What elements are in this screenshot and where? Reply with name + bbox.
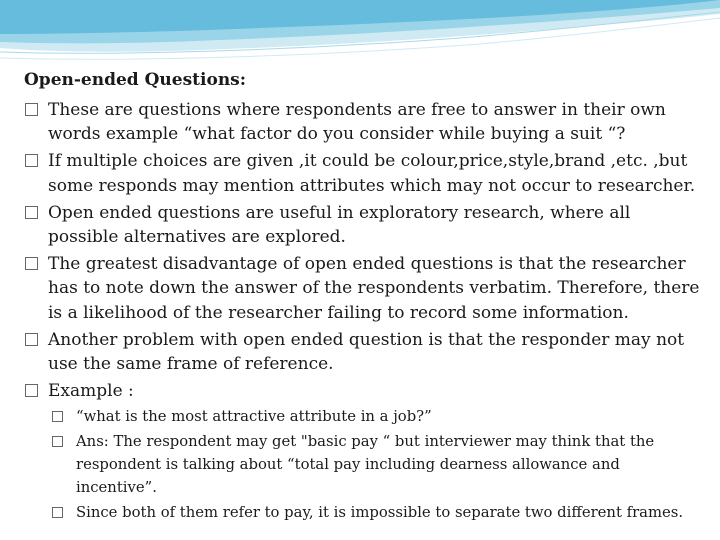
bullet-item xyxy=(24,328,704,376)
sub-bullet-text: Ans: The respondent may get "basic pay “ but interviewer may think that the respondent is talking about “total pay including dearness allowance and incentive”. xyxy=(76,433,655,496)
slide-content xyxy=(24,68,704,526)
bullet-text: If multiple choices are given ,it could be colour,price,style,brand ,etc. ,but some responds may mention attributes which may not occur to researcher. xyxy=(48,151,696,196)
sub-bullet-item xyxy=(24,502,704,525)
checkbox-bullet-icon xyxy=(25,103,38,116)
checkbox-bullet-icon xyxy=(25,257,38,270)
checkbox-bullet-icon xyxy=(25,206,38,219)
sub-bullet-item xyxy=(24,431,704,499)
bullet-text: Another problem with open ended question is that the responder may not use the same frame of reference. xyxy=(48,329,685,375)
checkbox-bullet-icon xyxy=(52,436,63,447)
bullet-item xyxy=(24,252,704,325)
checkbox-bullet-icon xyxy=(52,411,63,422)
sub-bullet-item xyxy=(24,406,704,429)
sub-bullet-text: “what is the most attractive attribute in a job?” xyxy=(76,408,432,426)
checkbox-bullet-icon xyxy=(25,333,38,346)
checkbox-bullet-icon xyxy=(52,507,63,518)
slide-title: Open-ended Questions: xyxy=(24,70,247,90)
bullet-item xyxy=(24,201,704,249)
checkbox-bullet-icon xyxy=(25,154,38,167)
bullet-text: Open ended questions are useful in exploratory research, where all possible alternatives are explored. xyxy=(48,202,631,248)
sub-bullet-text: Since both of them refer to pay, it is impossible to separate two different frames. xyxy=(76,503,684,521)
checkbox-bullet-icon xyxy=(25,384,38,397)
bullet-text: The greatest disadvantage of open ended questions is that the researcher has to note down the answer of the respondents verbatim. Therefore, there is a likelihood of the researcher failing to record some information. xyxy=(48,254,700,323)
bullet-text: These are questions where respondents are free to answer in their own words example “what factor do you consider while buying a suit “? xyxy=(48,100,666,145)
bullet-text: Example : xyxy=(48,381,134,402)
bullet-item xyxy=(24,379,704,403)
bullet-item xyxy=(24,149,704,197)
bullet-item xyxy=(24,98,704,146)
